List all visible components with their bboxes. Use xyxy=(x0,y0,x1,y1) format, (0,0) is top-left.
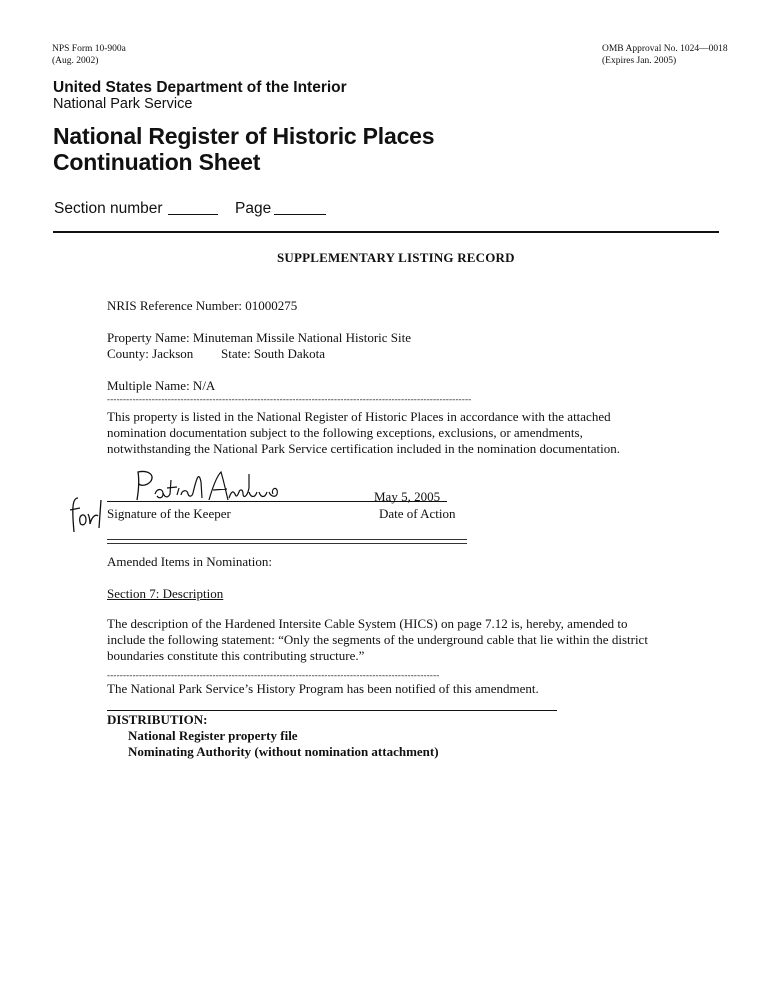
listing-statement: This property is listed in the National Register of Historic Places in accordance with the attached nomination documentation subject to the following exceptions, exclusions, or amendments, notwithstanding the National Park Service certification included in the nomination documentation. xyxy=(107,409,621,456)
dashed-separator-2: -------------------------------------------------------------------------------------------------------- xyxy=(107,670,440,680)
distribution-rule xyxy=(107,710,557,711)
notified-statement: The National Park Service’s History Program has been notified of this amendment. xyxy=(107,681,539,696)
department-name: United States Department of the Interior xyxy=(53,79,347,96)
multiple-name: Multiple Name: N/A xyxy=(107,378,216,393)
keeper-signature xyxy=(125,468,285,508)
dashed-separator: ------------------------------------------------------------------------------------------------------------------ xyxy=(107,394,472,404)
omb-expires: (Expires Jan. 2005) xyxy=(602,56,677,66)
form-number: NPS Form 10-900a xyxy=(52,44,126,54)
nris-reference: NRIS Reference Number: 01000275 xyxy=(107,298,298,313)
section-reference: Section 7: Description xyxy=(107,586,224,601)
page-subtitle: Continuation Sheet xyxy=(53,149,261,175)
action-date: May 5, 2005 xyxy=(374,489,441,504)
section-number-blank xyxy=(168,214,218,215)
page-number-blank xyxy=(274,214,326,215)
county: County: Jackson xyxy=(107,346,194,361)
distribution-item: Nominating Authority (without nomination attachment) xyxy=(128,744,439,759)
form-date: (Aug. 2002) xyxy=(52,56,99,66)
distribution-label: DISTRIBUTION: xyxy=(107,712,208,727)
signature-label: Signature of the Keeper xyxy=(107,506,231,521)
agency-name: National Park Service xyxy=(53,96,193,112)
property-name: Property Name: Minuteman Missile National Historic Site xyxy=(107,330,412,345)
page-label: Page xyxy=(235,200,272,217)
signature-line xyxy=(107,501,447,502)
omb-block xyxy=(602,43,728,67)
section-number-label: Section number xyxy=(54,200,163,217)
amended-items-label: Amended Items in Nomination: xyxy=(107,554,273,569)
state: State: South Dakota xyxy=(221,346,325,361)
page-title: National Register of Historic Places xyxy=(53,123,435,149)
form-number-block xyxy=(52,43,126,67)
margin-note-for xyxy=(66,492,106,536)
header-rule xyxy=(53,231,719,233)
amendment-text: The description of the Hardened Intersite Cable System (HICS) on page 7.12 is, hereby, amended to include the following statement: “Only the segments of the underground cable that lie within the district boundaries constitute this contributing structure.” xyxy=(107,616,648,663)
date-of-action-label: Date of Action xyxy=(379,506,456,521)
distribution-item: National Register property file xyxy=(128,728,298,743)
omb-approval: OMB Approval No. 1024—0018 xyxy=(602,44,728,54)
double-separator xyxy=(107,539,467,544)
record-heading: SUPPLEMENTARY LISTING RECORD xyxy=(277,250,515,265)
